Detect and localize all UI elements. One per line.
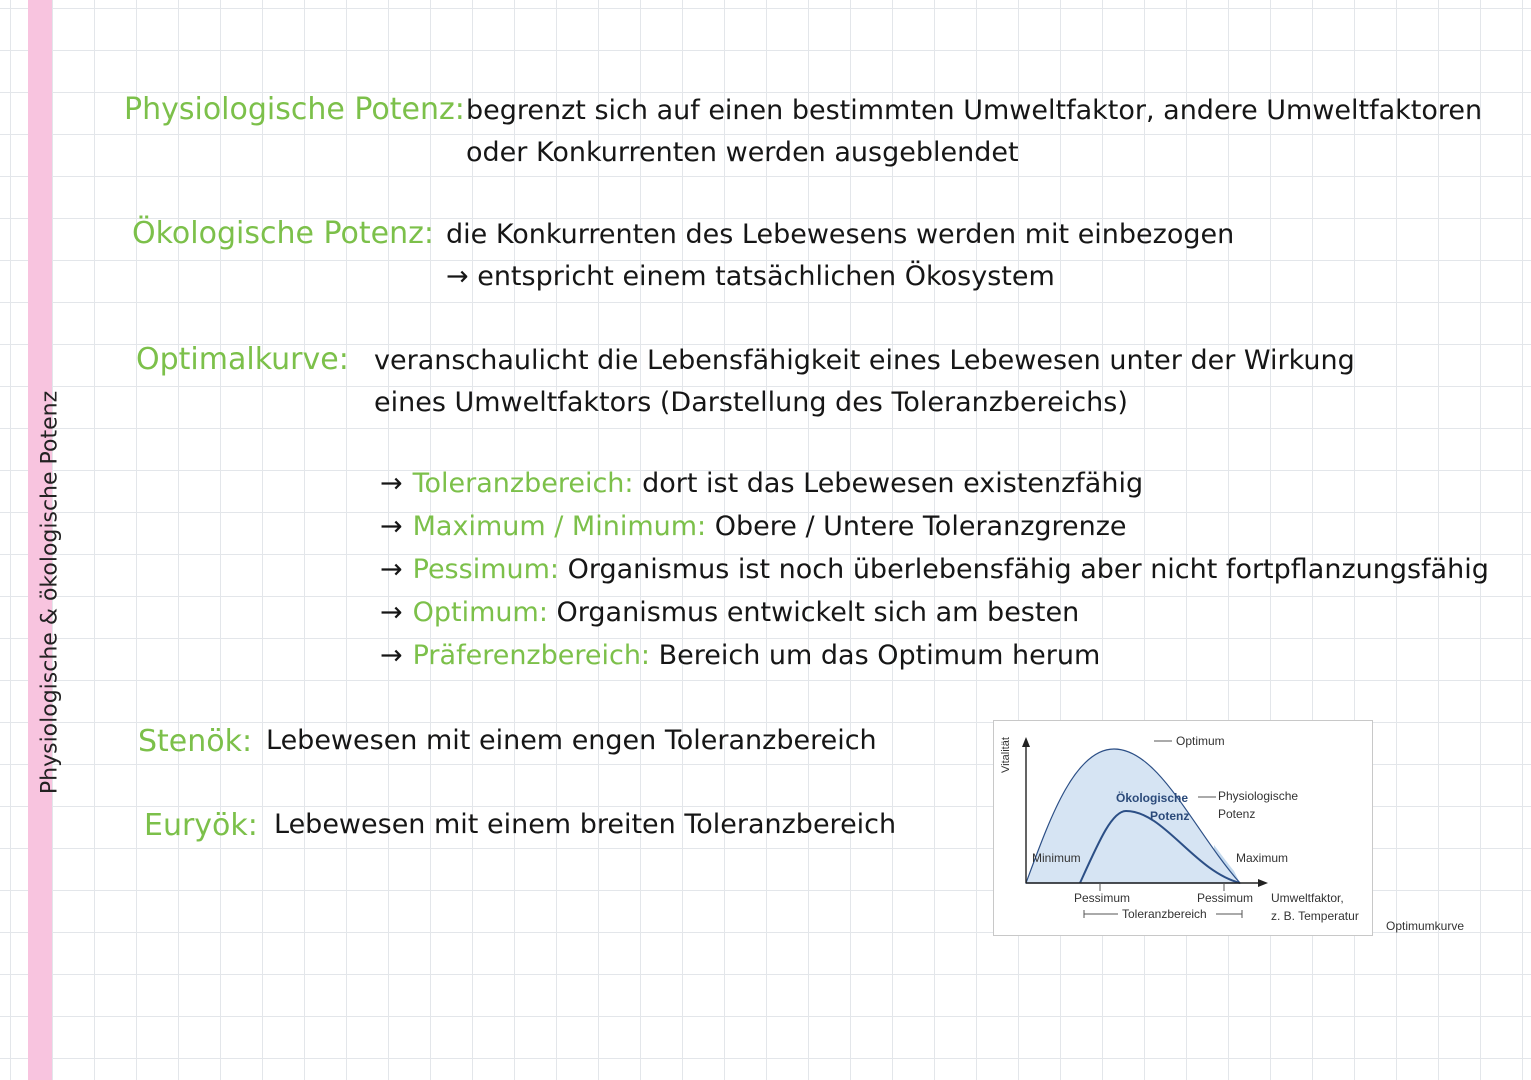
oekologische-label-2: Potenz <box>1150 809 1190 823</box>
bullet-optimum <box>380 597 1079 628</box>
pessimum-left-label: Pessimum <box>1074 891 1131 905</box>
bullet-text: dort ist das Lebewesen existenzfähig <box>642 468 1144 499</box>
bullet-text: Organismus entwickelt sich am besten <box>556 597 1080 628</box>
toleranzbereich-label: Toleranzbereich <box>1122 907 1207 921</box>
def-oekologische-line2: → entspricht einem tatsächlichen Ökosystem <box>446 261 1055 292</box>
x-axis-arrow <box>1258 879 1268 887</box>
figure-caption: Optimumkurve <box>1386 919 1465 933</box>
bullet-text: Bereich um das Optimum herum <box>658 640 1101 671</box>
term-optimalkurve: Optimalkurve: <box>136 342 349 377</box>
physiologische-label-1: Physiologische <box>1218 789 1299 803</box>
term-oekologische-potenz: Ökologische Potenz: <box>132 216 434 251</box>
def-optimalkurve-line2: eines Umweltfaktors (Darstellung des Toleranzbereichs) <box>374 387 1128 418</box>
term-euryoek: Euryök: <box>144 808 258 843</box>
term-physiologische-potenz: Physiologische Potenz: <box>124 92 465 127</box>
optimumkurve-figure <box>993 720 1373 936</box>
bullet-text: Obere / Untere Toleranzgrenze <box>714 511 1127 542</box>
bullet-toleranzbereich <box>380 468 1143 499</box>
y-axis-arrow <box>1022 737 1030 747</box>
bullet-term: Toleranzbereich: <box>412 468 634 499</box>
bullet-term: Pessimum: <box>412 554 560 585</box>
optimum-label: Optimum <box>1176 734 1225 748</box>
bullet-term: Präferenzbereich: <box>412 640 651 671</box>
def-euryoek: Lebewesen mit einem breiten Toleranzbereich <box>274 809 897 840</box>
pessimum-right-label: Pessimum <box>1197 891 1254 905</box>
arrow-icon: → <box>380 511 403 542</box>
bullet-pessimum <box>380 554 1489 585</box>
bullet-text: Organismus ist noch überlebensfähig aber nicht fortpflanzungsfähig <box>567 554 1489 585</box>
arrow-icon: → <box>380 640 403 671</box>
bullet-term: Maximum / Minimum: <box>412 511 707 542</box>
side-title: Physiologische & ökologische Potenz <box>37 390 63 795</box>
bullet-maximum-minimum <box>380 511 1127 542</box>
arrow-icon: → <box>380 554 403 585</box>
x-axis-label-2: z. B. Temperatur <box>1271 909 1359 923</box>
def-physiologische-line1: begrenzt sich auf einen bestimmten Umweltfaktor, andere Umweltfaktoren <box>466 95 1483 126</box>
term-stenoek: Stenök: <box>138 724 253 759</box>
def-oekologische-line1: die Konkurrenten des Lebewesens werden mit einbezogen <box>446 219 1235 250</box>
def-physiologische-line2: oder Konkurrenten werden ausgeblendet <box>466 137 1019 168</box>
def-optimalkurve-line1: veranschaulicht die Lebensfähigkeit eines Lebewesen unter der Wirkung <box>374 345 1355 376</box>
oekologische-label-1: Ökologische <box>1116 791 1189 805</box>
def-stenoek: Lebewesen mit einem engen Toleranzbereich <box>266 725 877 756</box>
x-axis-label-1: Umweltfaktor, <box>1271 891 1344 905</box>
bullet-praeferenzbereich <box>380 640 1100 671</box>
bullet-term: Optimum: <box>412 597 548 628</box>
arrow-icon: → <box>380 597 403 628</box>
arrow-icon: → <box>380 468 403 499</box>
minimum-label: Minimum <box>1032 851 1081 865</box>
y-axis-label: Vitalität <box>1000 737 1012 773</box>
maximum-label: Maximum <box>1236 851 1289 865</box>
physiologische-label-2: Potenz <box>1218 807 1256 821</box>
